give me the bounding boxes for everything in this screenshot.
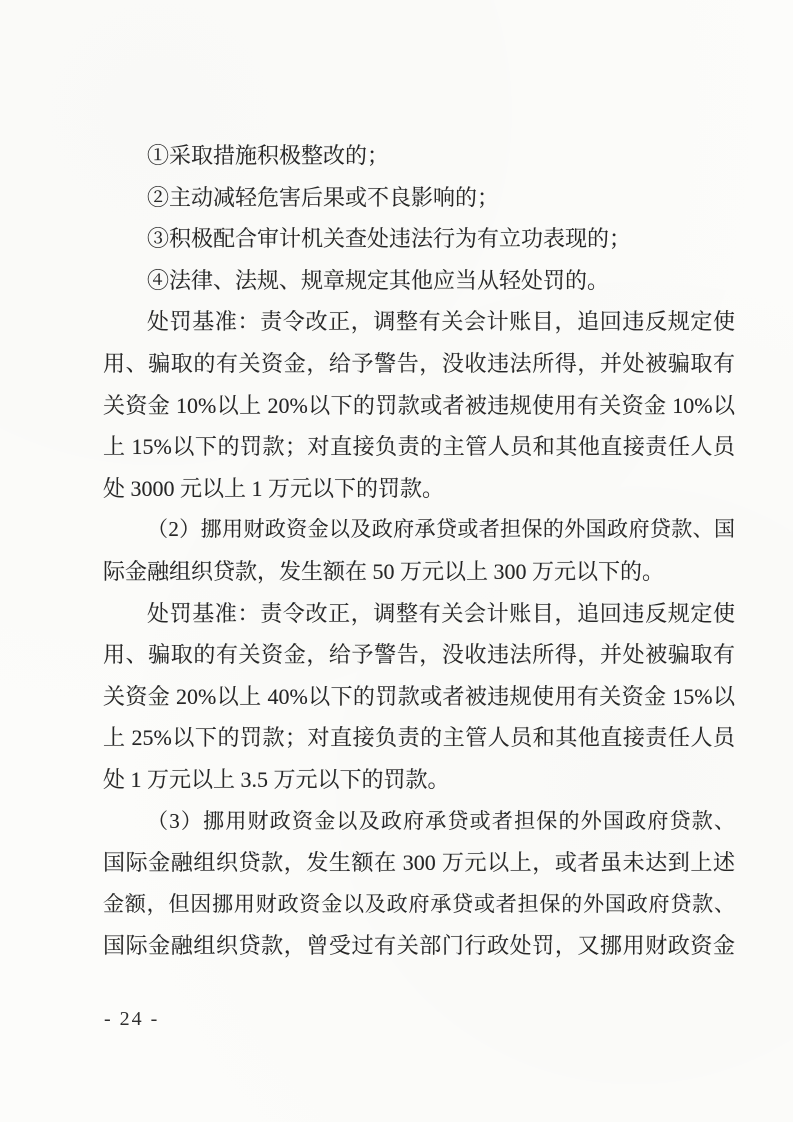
text-line: 用、骗取的有关资金，给予警告，没收违法所得，并处被骗取有: [103, 350, 735, 376]
text-line: ①采取措施积极整改的；: [147, 143, 390, 168]
text-line: 用、骗取的有关资金，给予警告，没收违法所得，并处被骗取有: [103, 642, 735, 668]
text-line: （3）挪用财政资金以及政府承贷或者担保的外国政府贷款、: [147, 808, 735, 833]
page-number: - 24 -: [104, 1008, 160, 1030]
text-line: 上 25%以下的罚款；对直接负责的主管人员和其他直接责任人员: [103, 725, 735, 751]
text-line: ④法律、法规、规章规定其他应当从轻处罚的。: [147, 267, 610, 293]
text-line: 处 3000 元以上 1 万元以下的罚款。: [103, 475, 445, 501]
text-line: 处罚基准：责令改正，调整有关会计账目，追回违反规定使: [147, 600, 735, 626]
text-line: 关资金 10%以上 20%以下的罚款或者被违规使用有关资金 10%以: [103, 392, 735, 418]
text-line: 处 1 万元以上 3.5 万元以下的罚款。: [103, 766, 450, 792]
text-line: ③积极配合审计机关查处违法行为有立功表现的；: [147, 226, 632, 252]
text-line: 国际金融组织贷款，发生额在 300 万元以上，或者虽未达到上述: [103, 850, 735, 876]
text-line: 关资金 20%以上 40%以下的罚款或者被违规使用有关资金 15%以: [103, 683, 735, 709]
text-line: 上 15%以下的罚款；对直接负责的主管人员和其他直接责任人员: [103, 434, 735, 460]
text-line: 金额，但因挪用财政资金以及政府承贷或者担保的外国政府贷款、: [103, 891, 735, 916]
document-body: [103, 135, 735, 967]
text-line: 际金融组织贷款，发生额在 50 万元以上 300 万元以下的。: [103, 558, 665, 584]
text-line: 国际金融组织贷款，曾受过有关部门行政处罚，又挪用财政资金: [103, 933, 735, 959]
text-line: 处罚基准：责令改正，调整有关会计账目，追回违反规定使: [147, 309, 735, 335]
text-line: ②主动减轻危害后果或不良影响的；: [147, 184, 500, 210]
text-line: （2）挪用财政资金以及政府承贷或者担保的外国政府贷款、国: [147, 517, 735, 542]
